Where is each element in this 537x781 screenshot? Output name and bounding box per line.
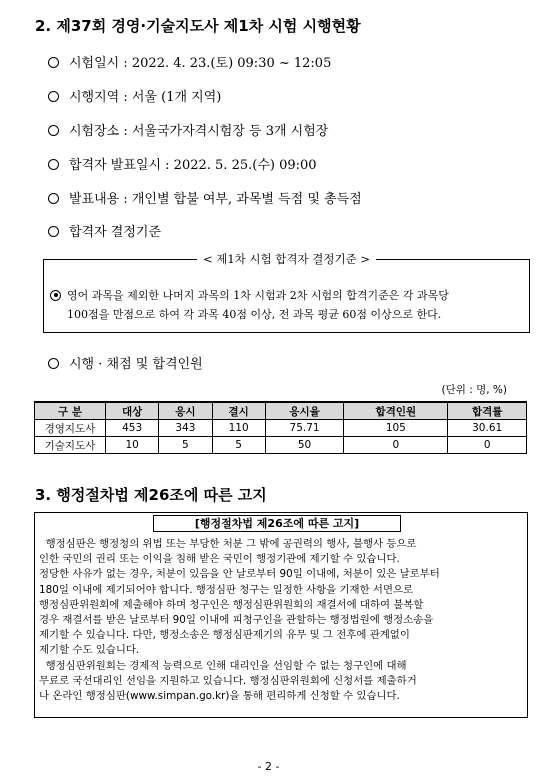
unit-label: (단위 : 명, %) [441,384,507,396]
pass-criteria-text: 합격자 결정기준 [69,225,162,240]
notice-line: 180일 이내에 제기되어야 합니다. 행정심판 청구는 일정한 사항을 기재한 서면으로 [39,583,414,596]
criteria-line: 영어 과목을 제외한 나머지 과목의 1차 시험과 2차 시험의 합격기준은 각 과목당 [50,286,521,305]
announcement-content-text: 발표내용 : 개인별 합불 여부, 과목별 득점 및 총득점 [69,192,362,207]
table-cell: 경영지도사 [35,420,106,437]
notice-line: 제기할 수 있습니다. 다만, 행정소송은 행정심판제기의 유무 및 그 전후에 관계없이 [39,629,410,642]
pass-criteria-title: < 제1차 시험 합격자 결정기준 > [44,251,529,267]
exam-region-item [48,86,221,105]
pass-criteria-body [50,286,521,324]
table-cell: 453 [106,420,159,437]
circle-bullet-icon [48,125,59,136]
table-cell: 105 [344,420,448,437]
criteria-line: 100점을 만점으로 하여 각 과목 40점 이상, 전 과목 평균 60점 이상으로 한다. [67,308,442,321]
table-cell: 30.61 [448,420,527,437]
column-header: 결시 [212,402,265,420]
circle-bullet-icon [48,226,59,237]
exam-region-text: 시행지역 : 서울 (1개 지역) [69,90,222,105]
table-cell: 0 [344,437,448,454]
exam-stats-table [34,401,527,454]
notice-line: 행정심판위원회에 제출해야 하며 청구인은 행정심판위원회의 재결서에 대하여 불복할 [39,598,424,611]
exam-date-item [48,52,331,71]
table-cell: 0 [448,437,527,454]
legal-notice-title: [행정절차법 제26조에 따른 고지] [153,515,401,532]
notice-line: 인한 국민의 권리 또는 이익을 침해 받은 국민이 행정기관에 제기할 수 있습니다. [39,553,400,566]
column-header: 대상 [106,402,159,420]
dot-bullet-icon [50,290,61,301]
table-cell: 5 [159,437,212,454]
notice-line: 무료로 국선대리인 선임을 지원하고 있습니다. 행정심판위원회에 신청서를 제출하거 [39,674,417,687]
column-header: 응시율 [265,402,344,420]
table-row [35,437,527,454]
column-header: 응시 [159,402,212,420]
announcement-date-item [48,154,317,173]
exam-date-text: 시험일시 : 2022. 4. 23.(토) 09:30 ~ 12:05 [69,56,332,71]
legal-notice-body [39,537,523,704]
column-header: 구 분 [35,402,106,420]
table-row [35,420,527,437]
pass-criteria-box [43,252,530,333]
pass-criteria-item [48,221,161,240]
page-number: - 2 - [257,760,280,773]
table-header-row [35,402,527,420]
column-header: 합격인원 [344,402,448,420]
legal-notice-box [34,512,528,718]
exam-venue-text: 시험장소 : 서울국가자격시험장 등 3개 시험장 [69,124,329,139]
section-2-heading: 2. 제37회 경영·기술지도사 제1차 시험 시행현황 [35,17,361,35]
circle-bullet-icon [48,358,59,369]
notice-line: 나 온라인 행정심판(www.simpan.go.kr)을 통해 편리하게 신청할 수 있습니다. [39,690,400,703]
table-cell: 50 [265,437,344,454]
exam-venue-item [48,120,328,139]
table-cell: 110 [212,420,265,437]
table-cell: 343 [159,420,212,437]
circle-bullet-icon [48,91,59,102]
section-3-heading: 3. 행정절차법 제26조에 따른 고지 [35,486,267,504]
circle-bullet-icon [48,57,59,68]
table-cell: 기술지도사 [35,437,106,454]
notice-line: 행정심판위원회는 경제적 능력으로 인해 대리인을 선임할 수 없는 청구인에 대해 [39,659,407,672]
table-cell: 75.71 [265,420,344,437]
stats-item [48,353,203,372]
notice-line: 정당한 사유가 없는 경우, 처분이 있음을 안 날로부터 90일 이내에, 처분이 있은 날로부터 [39,568,440,581]
circle-bullet-icon [48,159,59,170]
notice-line: 경우 재결서를 받은 날로부터 90일 이내에 피청구인을 관할하는 행정법원에 행정소송을 [39,614,434,627]
stats-item-text: 시행 · 채점 및 합격인원 [69,357,203,372]
notice-line: 제기할 수도 있습니다. [39,644,140,657]
circle-bullet-icon [48,193,59,204]
table-cell: 5 [212,437,265,454]
announcement-date-text: 합격자 발표일시 : 2022. 5. 25.(수) 09:00 [69,158,317,173]
announcement-content-item [48,188,362,207]
table-cell: 10 [106,437,159,454]
notice-line: 행정심판은 행정청의 위법 또는 부당한 처분 그 밖에 공권력의 행사, 불행사 등으로 [39,538,417,550]
column-header: 합격률 [448,402,527,420]
